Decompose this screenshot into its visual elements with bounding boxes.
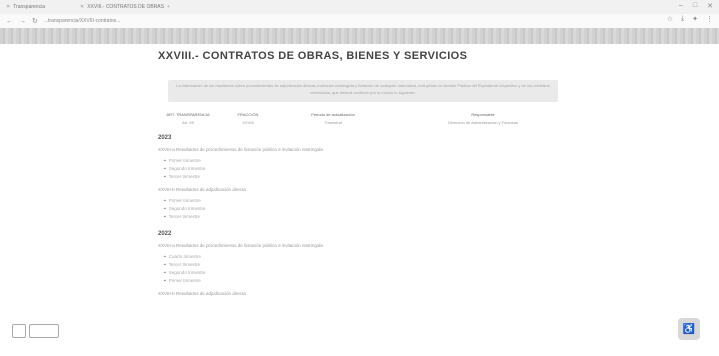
browser-extensions <box>667 15 713 23</box>
meta-col <box>218 112 278 125</box>
browser-tab-1[interactable] <box>6 2 45 12</box>
group-heading: XXVIII-a Resultados de procedimientos de licitación pública e invitación restringida <box>158 243 323 248</box>
minimize-icon[interactable]: – <box>678 2 683 9</box>
close-icon[interactable]: ✕ <box>80 4 85 10</box>
meta-value: Dirección de Administración y Finanzas <box>448 120 518 125</box>
main-content <box>158 50 578 296</box>
meta-label: ART. TRANSPARENCIA <box>166 112 210 117</box>
meta-label: FRACCIÓN <box>237 112 259 117</box>
quarter-link[interactable]: ▪ Primer trimestre <box>164 197 578 205</box>
group-heading: XXVIII-a Resultados de procedimientos de licitación pública e invitación restringida <box>158 147 323 152</box>
address-bar-row <box>0 14 719 28</box>
accessibility-icon[interactable]: ♿ <box>678 318 700 340</box>
window-controls <box>679 2 713 10</box>
reload-icon[interactable]: ↻ <box>32 18 38 25</box>
quarter-link[interactable]: ▪ Segundo trimestre <box>164 165 578 173</box>
year-heading: 2023 <box>158 135 172 141</box>
quarter-list <box>158 197 578 221</box>
quarter-link[interactable]: ▪ Tercer trimestre <box>164 173 578 181</box>
year-heading: 2022 <box>158 231 172 237</box>
browser-tab-2[interactable] <box>80 2 170 12</box>
logo-marks <box>12 324 90 338</box>
meta-table <box>158 112 578 125</box>
quarter-list <box>158 157 578 181</box>
quarter-link[interactable]: ▪ Primer trimestre <box>164 157 578 165</box>
quarter-link[interactable]: ▪ Segundo trimestre <box>164 205 578 213</box>
address-input[interactable]: ...transparencia/XXVIII-contratos... <box>43 18 121 24</box>
meta-value: XXVIII <box>242 120 254 125</box>
forward-icon[interactable]: → <box>19 17 26 25</box>
maximize-icon[interactable]: □ <box>692 2 698 9</box>
meta-value: Trimestral <box>324 120 342 125</box>
quarter-link[interactable]: ▪ Tercer trimestre <box>164 213 578 221</box>
group-heading: XXVIII-b Resultados de adjudicación directa <box>158 187 246 192</box>
window-close-icon[interactable]: ✕ <box>707 3 713 10</box>
group-heading: XXVIII-b Resultados de adjudicación directa <box>158 291 246 296</box>
browser-tabbar <box>0 0 719 14</box>
menu-icon[interactable]: ⋮ <box>706 16 713 23</box>
site-header-banner <box>0 28 719 44</box>
close-icon[interactable]: ✕ <box>6 4 11 10</box>
bookmark-star-icon[interactable]: ☆ <box>666 16 674 23</box>
new-tab-icon[interactable]: + <box>166 4 170 10</box>
extensions-icon[interactable]: ✦ <box>692 16 698 23</box>
quarter-link[interactable]: ▪ Segundo trimestre <box>164 269 578 277</box>
quarter-list <box>158 253 578 285</box>
footer-logo <box>12 322 90 348</box>
meta-col <box>388 112 578 125</box>
quarter-link[interactable]: ▪ Primer trimestre <box>164 277 578 285</box>
meta-col <box>158 112 218 125</box>
back-icon[interactable]: ← <box>6 17 13 25</box>
page-title: XXVIII.- CONTRATOS DE OBRAS, BIENES Y SERVICIOS <box>158 50 468 62</box>
tab-label: XXVIII.- CONTRATOS DE OBRAS <box>87 4 164 10</box>
quarter-link[interactable]: ▪ Cuarto trimestre <box>164 253 578 261</box>
meta-col <box>278 112 388 125</box>
meta-value: Art. 69 <box>182 120 194 125</box>
meta-label: Responsable <box>471 112 495 117</box>
tab-label: Transparencia <box>13 4 45 10</box>
meta-label: Periodo de actualización <box>311 112 355 117</box>
intro-box: La información de los resultados sobre procedimientos de adjudicación directa, invitación restringida y licitación de cualquier naturaleza, incluyendo la Versión Pública del Expediente respectivo y de los contratos celebrados, que deberá contener por lo menos lo siguiente. <box>168 80 558 102</box>
quarter-link[interactable]: ▪ Tercer trimestre <box>164 261 578 269</box>
download-icon[interactable]: ⤓ <box>681 15 685 22</box>
